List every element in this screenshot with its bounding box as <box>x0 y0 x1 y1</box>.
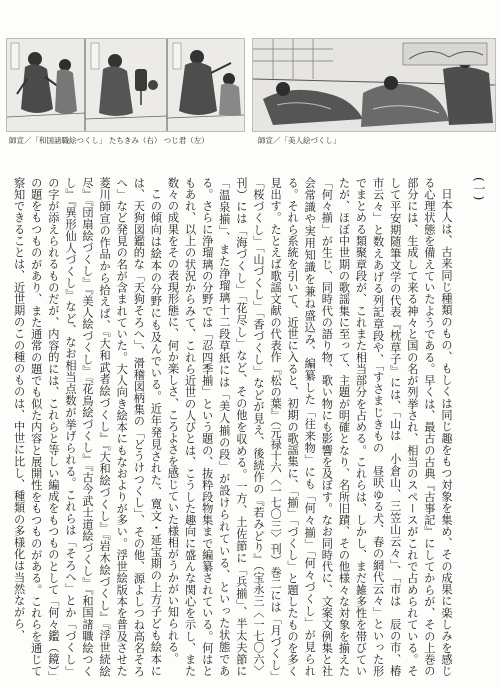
right-figure-caption: 師宣／「美人絵づくし」 <box>258 136 341 145</box>
woodblock-print-left-image <box>7 39 244 131</box>
section-number: (一) <box>472 177 486 202</box>
right-illustration <box>252 38 496 132</box>
woodblock-print-right-image <box>253 39 495 131</box>
left-illustration <box>6 38 245 132</box>
vertical-body-text <box>12 177 455 677</box>
paragraph: 日本人は、古来同じ種類のもの、もしくは同じ趣をもつ対象を集め、その成果に楽しみを感じる心理状態を備えていたようである。早くは、最古の古典『古事記』にしてからが、その上巻の部分には、生成して来る神々と国の名が列挙され、相当のスペースがこれで占められている。そして平安期随筆文学の代表『枕草子』には、「山は 小倉山、三笠山云々」、「市は 辰の市、椿市云々」と数えあげる列記章段や、「すさまじきもの 昼吠ゆる犬、春の網代云々」といった形でまとめる類聚章段が、これまた相当部分を占める。これらは、しかし、まだ雑多性を帯びていたが、ほぼ中世期の歌謡集に至って、主題が明確となり、名所旧蹟、その他様々な対象を揃えた「何々揃」が生じ、同時代の語り物、歌い物にも影響を及ぼす。なお同時代に、文案文例集と社会常識や実用知識を兼ね盛込み、編纂した「往来物」にも「何々揃」「何々づくし」が見られる。それら系統を引いて、近世に入ると、初期の歌謡集に、「揃」「づくし」と題したものを多く見出す。たとえば歌謡文献の代表作『松の葉』（元禄十六〈一七〇三〉刊）巻二には「月づくし」「桜づくし」「山づくし」「香づくし」などが見え、後続作の『若みどり』（宝永三〈一七〇六〉刊）には「海づくし」「花尽し」など、その他を収める。一方、土佐節に「兵揃」、半太夫節に「温泉揃」、また浄瑠璃十二段草紙には「美人揃の段」が設けられている、といった状態である。さらに浄瑠璃の分野では「忍四季揃」という題の、抜粋段物集まで編纂されている。何はともあれ、以上の状況からみて、これら近世の人びとは、こうした趣向に盛んな関心を示し、また数々の成果をその表現形態に、何か楽しさ、ころよさを感じていた様相がうかがい知られる。 <box>166 177 453 677</box>
paragraph: この傾向は絵本の分野にも及んでいる。近年発見された、寛文・延宝期の上方子ども絵本には、天狗図鑑的な「天狗そろへ」、滑稽図柄集の「どうけつくし」、その他、源よしつね高名そろへ」など発見の名が含まれていた。大人向き絵本にもなおよりが多い。浮世絵版本を普及させた菱川師宣の作品から拾えば、『大和武者絵づくし』『大和絵づくし』『岩木絵づくし』『浮世続絵尽』『団扇絵づくし』『美人絵づくし』『花鳥絵づくし』『古今武士道絵づくし』『和国諸職絵つくし』『異形仙人づくし』など、なお相当点数が挙げられる。これらは「そろへ」とか「づくし」の字が添えられるものだが、内容的には、これらと等しい編成をもつものとして「何々鑑（鏡）」の題をもつものがあり、また通常の題でも似た内容と展開性をもつものがある。これらを通じて察知できることは、近世期のこの種のものは、中世に比し、種類の多様化は当然ながら、 <box>12 177 163 677</box>
left-figure-caption: 師宣／「和国諸職絵つくし」 たちきみ（右） つじ君（左） <box>9 136 209 145</box>
